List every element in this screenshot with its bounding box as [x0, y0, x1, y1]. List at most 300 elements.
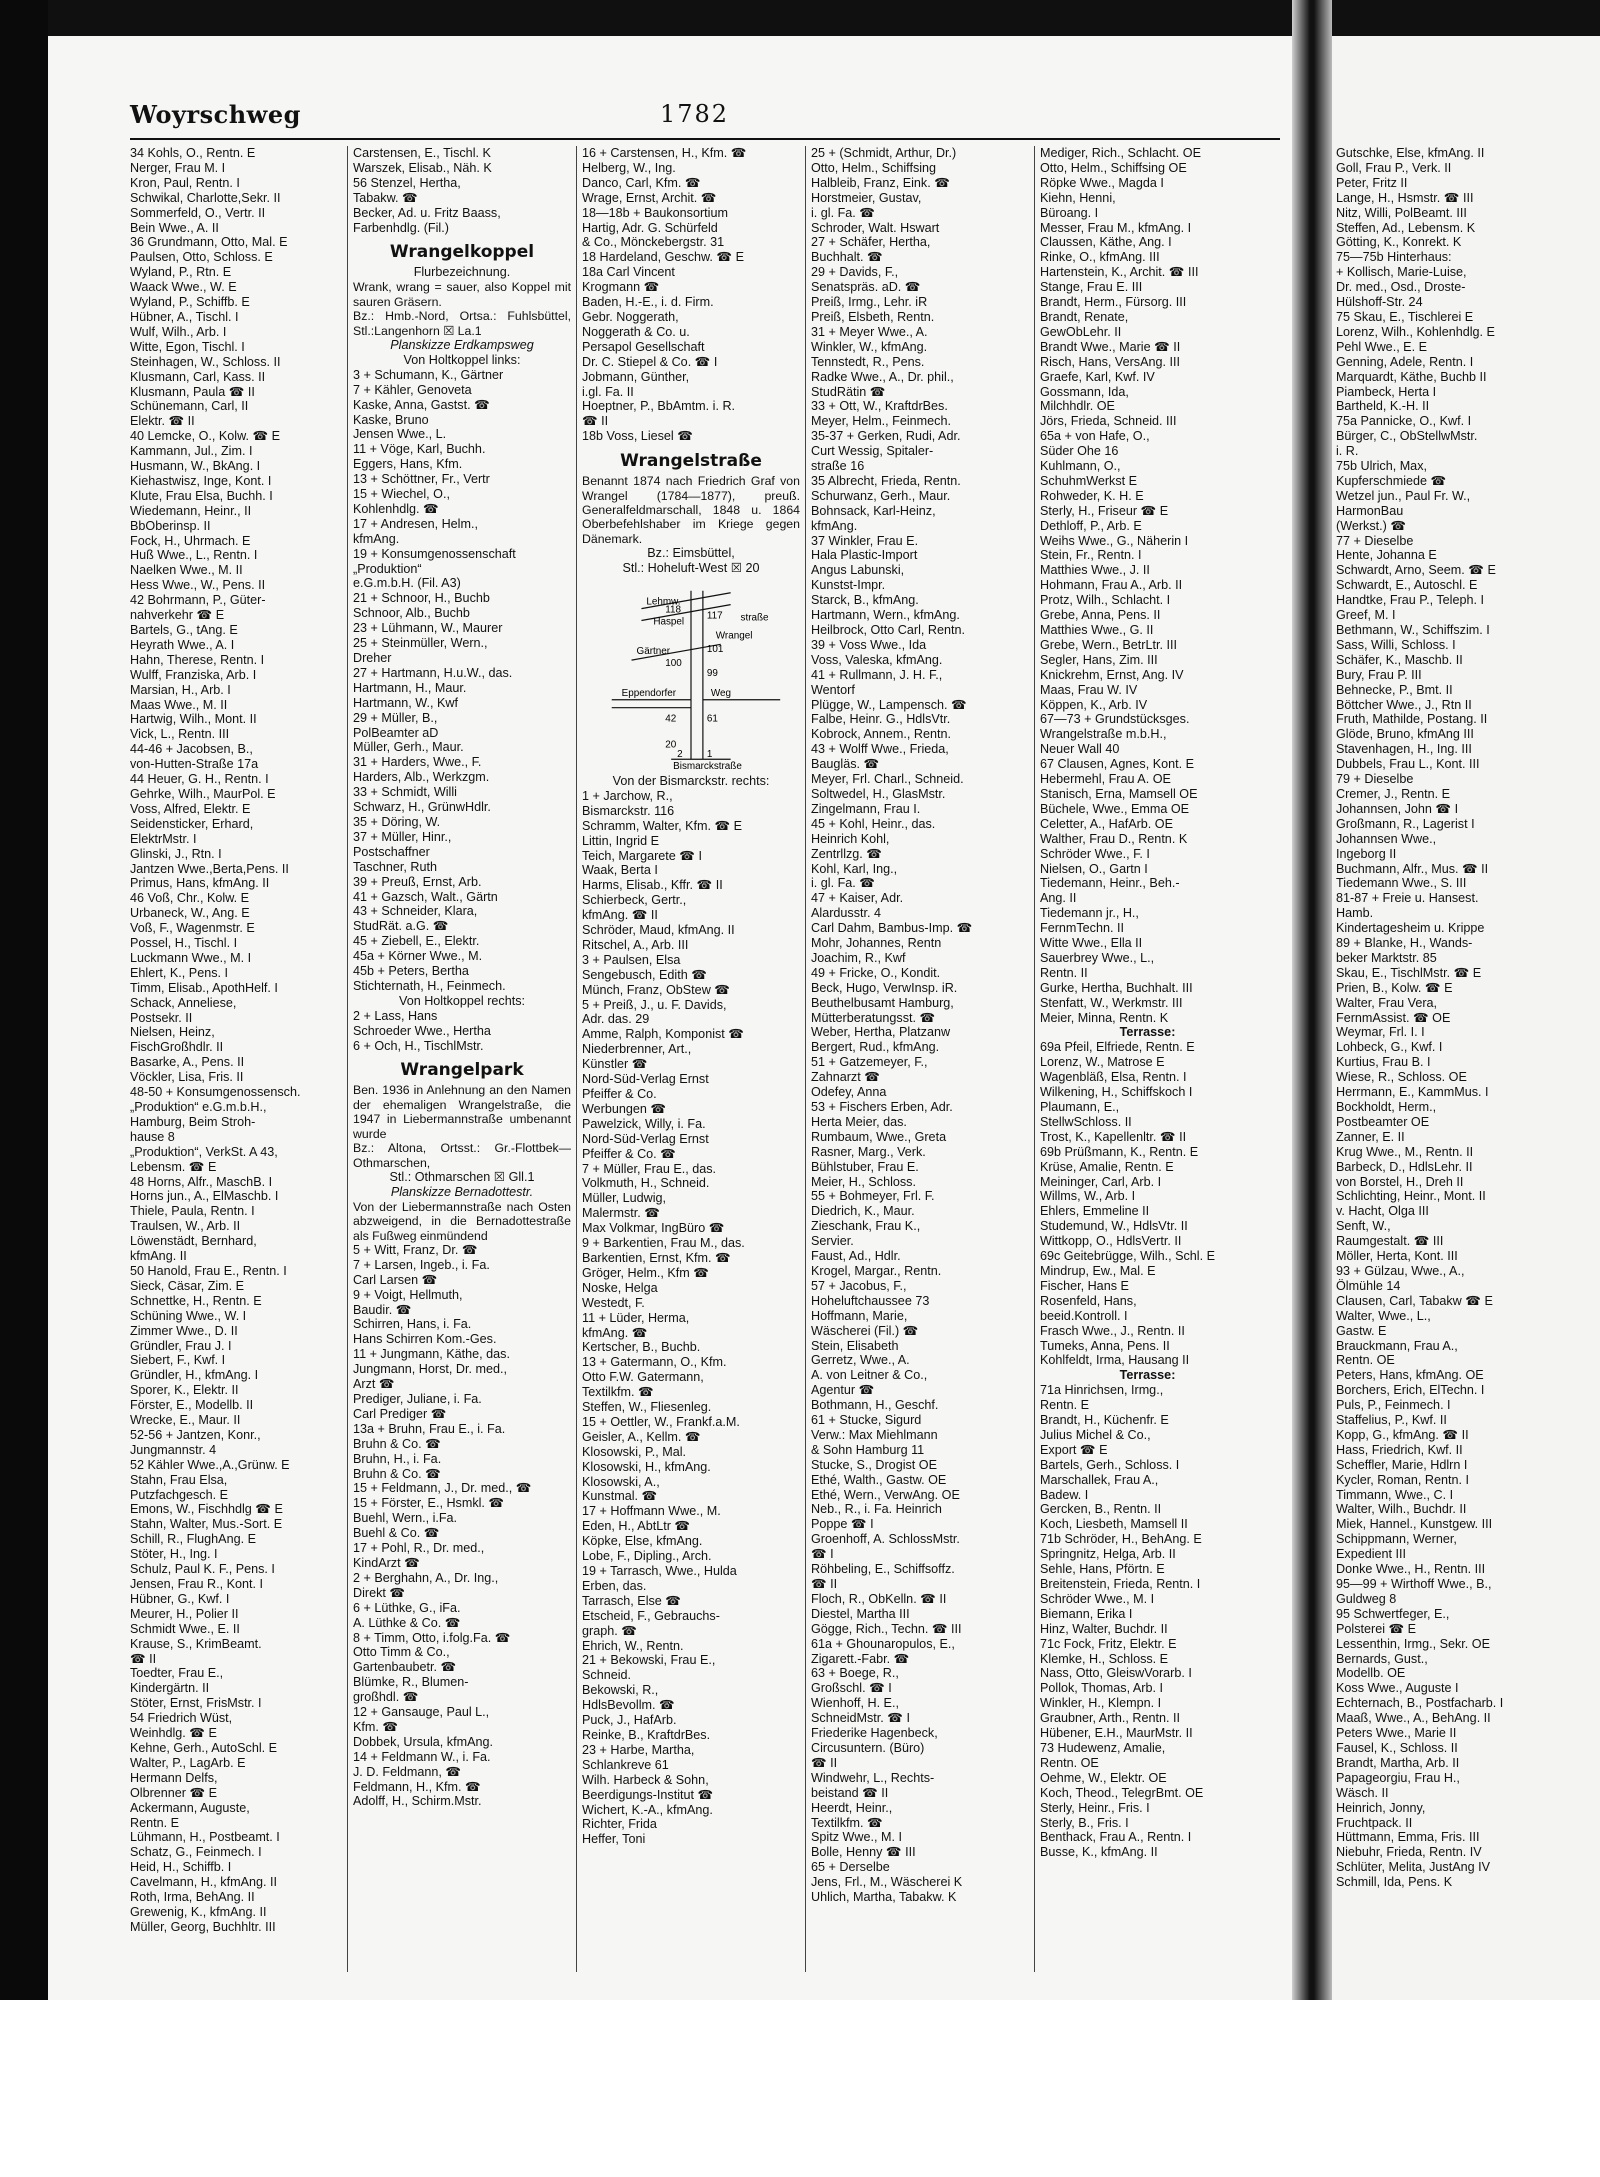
directory-entry: Schwardt, E., Autoschl. E: [1336, 578, 1478, 593]
directory-entry: Donke Wwe., H., Rentn. III: [1336, 1562, 1486, 1577]
column-divider: [805, 146, 806, 1972]
directory-entry: Scheffler, Marie, Hdlrn I: [1336, 1457, 1468, 1472]
directory-entry: 45a + Körner Wwe., M.: [353, 949, 483, 964]
directory-entry: Vick, L., Rentn. III: [130, 727, 230, 742]
directory-entry: Krause, S., KrimBeamt.: [130, 1636, 262, 1651]
directory-entry: Studemund, W., HdlsVtr. II: [1040, 1219, 1188, 1234]
map-street-label: Wrangel: [715, 630, 753, 642]
directory-entry: Malermstr. ☎: [582, 1206, 660, 1221]
directory-entry: 33 + Schmidt, Willi: [353, 785, 457, 800]
directory-entry: Dr. C. Stiepel & Co. ☎ I: [582, 354, 718, 369]
directory-entry: Basarke, A., Pens. II: [130, 1055, 245, 1070]
directory-entry: Wyland, P., Rtn. E: [130, 265, 232, 280]
map-house-number: 99: [706, 667, 718, 679]
directory-entry: 48 Horns, Alfr., MaschB. I: [130, 1174, 273, 1189]
directory-column-2: [353, 146, 571, 1809]
directory-entry: 67—73 + Grundstücksges.: [1040, 712, 1190, 727]
directory-entry: Elektr. ☎ II: [130, 414, 195, 429]
directory-entry: „Produktion“, VerkSt. A 43,: [130, 1144, 278, 1159]
directory-entry: Handtke, Frau P., Teleph. I: [1336, 593, 1484, 608]
book-gutter: [1292, 0, 1332, 2010]
directory-entry: Farbenhdlg. (Fil.): [353, 220, 449, 235]
directory-entry: Weymar, Frl. I. I: [1336, 1025, 1425, 1040]
directory-entry: Primus, Hans, kfmAng. II: [130, 876, 270, 891]
directory-entry: 53 + Fischers Erben, Adr.: [811, 1100, 953, 1114]
directory-entry: Brandt, Martha, Arb. II: [1336, 1755, 1460, 1770]
directory-entry: 5 + Witt, Franz, Dr. ☎: [353, 1242, 478, 1257]
map-house-number: 117: [706, 610, 723, 622]
directory-entry: 2 + Berghahn, A., Dr. Ing.,: [353, 1570, 499, 1585]
directory-entry: Walter, Wilh., Buchdr. II: [1336, 1502, 1467, 1517]
directory-entry: Schwikal, Charlotte,Sekr. II: [130, 190, 281, 205]
directory-entry: 41 + Gazsch, Walt., Gärtn: [353, 889, 498, 904]
directory-entry: Bismarckstr. 116: [582, 803, 675, 818]
directory-entry: 29 + Davids, F.,: [811, 265, 899, 280]
directory-entry: Wilkening, H., Schiffskoch I: [1040, 1085, 1193, 1100]
directory-entry: Eden, H., AbtLtr ☎: [582, 1519, 691, 1534]
directory-entry: Peters Wwe., Marie II: [1336, 1726, 1457, 1741]
directory-entry: 75a Pannicke, O., Kwf. I: [1336, 414, 1472, 429]
directory-entry: 8 + Timm, Otto, i.folg.Fa. ☎: [353, 1630, 511, 1645]
directory-entry: Neb., R., i. Fa. Heinrich: [811, 1502, 942, 1517]
directory-entry: Wiedemann, Heinr., II: [130, 503, 252, 518]
directory-entry: Diestel, Martha III: [811, 1606, 910, 1621]
directory-entry: beker Marktstr. 85: [1336, 950, 1437, 965]
directory-entry: SchneidMstr. ☎ I: [811, 1711, 910, 1726]
directory-entry: Schünemann, Carl, II: [130, 399, 249, 414]
directory-entry: Gastw. E: [1336, 1323, 1387, 1338]
street-heading: Wrangelkoppel: [389, 242, 535, 263]
directory-entry: Jensen, Frau R., Kont. I: [130, 1577, 263, 1591]
directory-entry: Koss Wwe., Auguste I: [1336, 1681, 1459, 1696]
directory-entry: Gögge, Rich., Techn. ☎ III: [811, 1621, 962, 1636]
directory-entry: Löwenstädt, Bernhard,: [130, 1234, 257, 1249]
directory-entry: i.gl. Fa. II: [582, 384, 634, 399]
running-head: Woyrschweg: [130, 100, 301, 129]
directory-entry: Greef, M. I: [1336, 608, 1396, 623]
directory-entry: Köpke, Else, kfmAng.: [582, 1534, 703, 1549]
directory-entry: 45b + Peters, Bertha: [353, 964, 469, 979]
directory-entry: 18b Voss, Liesel ☎: [582, 429, 693, 444]
directory-entry: Carstensen, E., Tischl. K: [353, 146, 491, 160]
directory-entry: Schmill, Ida, Pens. K: [1336, 1875, 1453, 1890]
directory-entry: 35-37 + Gerken, Rudi, Adr.: [811, 429, 961, 444]
directory-entry: Nord-Süd-Verlag Ernst: [582, 1131, 709, 1146]
directory-entry: Wrage, Ernst, Archit. ☎: [582, 190, 717, 205]
directory-entry: Weinhdlg. ☎ E: [130, 1726, 217, 1741]
directory-entry: Curt Wessig, Spitaler-: [811, 444, 934, 459]
directory-entry: Ehrich, W., Rentn.: [582, 1638, 684, 1653]
directory-entry: Carl Larsen ☎: [353, 1272, 438, 1287]
directory-entry: Lebensm. ☎ E: [130, 1159, 217, 1174]
directory-entry: 95—99 + Wirthoff Wwe., B.,: [1336, 1577, 1492, 1591]
directory-entry: 15 + Oettler, W., Frankf.a.M.: [582, 1414, 740, 1429]
directory-entry: Klosowski, P., Mal.: [582, 1444, 687, 1459]
directory-entry: Hoeptner, P., BbAmtm. i. R.: [582, 399, 736, 414]
directory-entry: Gartenbaubetr. ☎: [353, 1660, 457, 1675]
directory-entry: Floch, R., ObKelln. ☎ II: [811, 1591, 947, 1606]
directory-entry: Barkentien, Ernst, Kfm. ☎: [582, 1250, 731, 1265]
directory-entry: i. gl. Fa. ☎: [811, 205, 875, 220]
directory-entry: 34 Kohls, O., Rentn. E: [130, 146, 256, 160]
directory-entry: Pehl Wwe., E. E: [1336, 339, 1427, 354]
directory-entry: Messer, Frau M., kfmAng. I: [1040, 220, 1192, 235]
directory-entry: Frasch Wwe., J., Rentn. II: [1040, 1323, 1185, 1338]
directory-entry: Schatz, G., Feinmech. I: [130, 1845, 262, 1860]
directory-entry: Wilh. Harbeck & Sohn,: [582, 1772, 709, 1787]
directory-entry: Gercken, B., Rentn. II: [1040, 1502, 1162, 1517]
directory-entry: Jantzen Wwe.,Berta,Pens. II: [130, 861, 289, 876]
directory-entry: 71b Schröder, H., BehAng. E: [1040, 1532, 1202, 1547]
directory-entry: Graefe, Karl, Kwf. IV: [1040, 369, 1155, 384]
directory-entry: Bartels, G., tAng. E: [130, 623, 238, 637]
directory-entry: Zigarett.-Fabr. ☎: [811, 1651, 910, 1666]
directory-entry: PolBeamter aD: [353, 725, 439, 740]
directory-entry: Röhbeling, E., Schiffsoffz.: [811, 1562, 955, 1577]
header-rule: [130, 138, 1280, 140]
page-header: [130, 100, 1280, 134]
directory-entry: Bockholdt, Herm.,: [1336, 1100, 1437, 1114]
column-divider: [1034, 146, 1035, 1972]
directory-entry: von-Hutten-Straße 17a: [130, 757, 259, 772]
directory-entry: Timmann, Wwe., C. I: [1336, 1487, 1454, 1502]
directory-entry: Wulff, Franziska, Arb. I: [130, 667, 257, 682]
directory-entry: Hartenstein, K., Archit. ☎ III: [1040, 265, 1199, 280]
directory-entry: Sass, Willi, Schloss. I: [1336, 637, 1456, 652]
directory-entry: Grewenig, K., kfmAng. II: [130, 1904, 267, 1919]
directory-entry: Götting, K., Konrekt. K: [1336, 235, 1462, 250]
directory-entry: Otto, Helm., Schiffsing OE: [1040, 160, 1187, 175]
directory-entry: 13 + Schöttner, Fr., Vertr: [353, 472, 490, 487]
directory-entry: 18a Carl Vincent: [582, 265, 675, 280]
directory-entry: Wittkopp, O., HdlsVertr. II: [1040, 1234, 1182, 1249]
sketch-reference: Planskizze Erdkampsweg: [390, 337, 534, 352]
directory-entry: Danco, Carl, Kfm. ☎: [582, 175, 701, 190]
directory-entry: Raumgestalt. ☎ III: [1336, 1234, 1444, 1249]
directory-entry: 43 + Schneider, Klara,: [353, 904, 478, 919]
directory-entry: Herrmann, E., KammMus. I: [1336, 1085, 1489, 1100]
directory-entry: 3 + Paulsen, Elsa: [582, 952, 681, 967]
directory-entry: 17 + Andresen, Helm.,: [353, 516, 478, 531]
directory-entry: Hartmann, W., Kwf: [353, 695, 458, 710]
directory-entry: Matthies Wwe., G. II: [1040, 623, 1154, 637]
directory-entry: Teich, Margarete ☎ I: [582, 848, 702, 863]
directory-entry: 21 + Schnoor, H., Buchb: [353, 591, 490, 606]
directory-entry: kfmAng. ☎: [582, 1325, 648, 1340]
directory-entry: Büchele, Wwe., Emma OE: [1040, 801, 1190, 816]
directory-entry: Brandt, Herm., Fürsorg. III: [1040, 295, 1187, 310]
directory-entry: 15 + Förster, E., Hsmkl. ☎: [353, 1496, 505, 1511]
directory-entry: Echternach, B., Postfacharb. I: [1336, 1696, 1504, 1711]
directory-entry: Siebert, F., Kwf. I: [130, 1353, 226, 1368]
directory-entry: Maas Wwe., M. II: [130, 697, 228, 712]
directory-entry: 25 + (Schmidt, Arthur, Dr.): [811, 146, 957, 160]
directory-entry: Maaß, Wwe., A., BehAng. II: [1336, 1711, 1491, 1726]
directory-entry: Pawelzick, Willy, i. Fa.: [582, 1116, 706, 1131]
directory-entry: Gossmann, Ida,: [1040, 384, 1129, 399]
directory-entry: 2 + Lass, Hans: [353, 1008, 438, 1023]
directory-entry: Klusmann, Carl, Kass. II: [130, 369, 266, 384]
directory-entry: Puls, P., Feinmech. I: [1336, 1398, 1451, 1413]
map-house-number: 42: [665, 713, 677, 725]
directory-entry: graph. ☎: [582, 1623, 637, 1638]
directory-entry: Heyrath Wwe., A. I: [130, 637, 235, 652]
directory-entry: Meininger, Carl, Arb. I: [1040, 1174, 1162, 1189]
directory-entry: Schneid.: [582, 1668, 632, 1683]
directory-entry: 71c Fock, Fritz, Elektr. E: [1040, 1636, 1177, 1651]
directory-entry: StudRätin ☎: [811, 384, 886, 399]
directory-entry: Schierbeck, Gertr.,: [582, 893, 687, 908]
directory-entry: 19 + Tarrasch, Wwe., Hulda: [582, 1564, 737, 1578]
directory-entry: Ingeborg II: [1336, 846, 1397, 861]
directory-entry: 11 + Lüder, Herma,: [582, 1310, 690, 1325]
directory-entry: Heinrich Kohl,: [811, 831, 890, 846]
directory-entry: Putzfachgesch. E: [130, 1487, 229, 1502]
directory-entry: Plügge, W., Lampensch. ☎: [811, 697, 967, 712]
directory-entry: 37 + Müller, Hinr.,: [353, 829, 452, 844]
directory-entry: Horstmeier, Gustav,: [811, 190, 922, 205]
directory-entry: Witte, Egon, Tischl. I: [130, 339, 245, 354]
directory-entry: von Borstel, H., Dreh II: [1336, 1174, 1464, 1189]
directory-entry: Schroeder Wwe., Hertha: [353, 1023, 491, 1038]
directory-entry: Geisler, A., Kellm. ☎: [582, 1429, 701, 1444]
directory-entry: 61a + Ghounaropulos, E.,: [811, 1636, 955, 1651]
directory-entry: Horns jun., A., ElMaschb. I: [130, 1189, 279, 1204]
directory-entry: 73 Hudewenz, Amalie,: [1040, 1740, 1166, 1755]
directory-entry: Fruchtpack. II: [1336, 1815, 1413, 1830]
directory-entry: Faust, Ad., Hdlr.: [811, 1249, 901, 1264]
directory-entry: Nass, Otto, GleiswVorarb. I: [1040, 1666, 1192, 1681]
directory-entry: Sterly, Heinr., Fris. I: [1040, 1800, 1150, 1815]
directory-entry: Peter, Fritz II: [1336, 175, 1408, 190]
directory-entry: 21 + Bekowski, Frau E.,: [582, 1653, 716, 1668]
directory-entry: e.G.m.b.H. (Fil. A3): [353, 576, 461, 591]
directory-entry: 45 + Kohl, Heinr., das.: [811, 816, 936, 831]
directory-entry: Ehlert, K., Pens. I: [130, 965, 228, 980]
directory-entry: Kurtius, Frau B. I: [1336, 1055, 1431, 1070]
directory-entry: Marschallek, Frau A.,: [1040, 1472, 1159, 1487]
directory-entry: & Co., Mönckebergstr. 31: [582, 235, 725, 250]
directory-entry: Lobe, F., Dipling., Arch.: [582, 1549, 712, 1564]
directory-entry: Niebuhr, Frieda, Rentn. IV: [1336, 1845, 1482, 1860]
directory-entry: Voss, Alfred, Elektr. E: [130, 801, 251, 816]
directory-entry: Bürger, C., ObStellwMstr.: [1336, 429, 1478, 444]
directory-entry: Rentn. E: [130, 1815, 180, 1830]
directory-entry: 7 + Müller, Frau E., das.: [582, 1161, 717, 1176]
directory-entry: Tiedemann Wwe., S. III: [1336, 876, 1467, 891]
directory-entry: Harders, Alb., Werkzgm.: [353, 770, 490, 785]
directory-entry: Richter, Frida: [582, 1817, 657, 1832]
directory-entry: Bühlstuber, Frau E.: [811, 1159, 919, 1174]
directory-entry: Papageorgiu, Frau H.,: [1336, 1770, 1460, 1785]
directory-entry: Jobmann, Günther,: [582, 369, 690, 384]
directory-entry: Protz, Wilh., Schlacht. I: [1040, 593, 1171, 608]
directory-entry: Heerdt, Heinr.,: [811, 1800, 893, 1815]
directory-entry: Odefey, Anna: [811, 1085, 887, 1100]
directory-entry: Bernards, Gust.,: [1336, 1651, 1428, 1666]
directory-entry: Sehle, Hans, Pförtn. E: [1040, 1562, 1165, 1577]
directory-entry: 69c Geitebrügge, Wilh., Schl. E: [1040, 1249, 1215, 1264]
directory-entry: Traulsen, W., Arb. II: [130, 1219, 241, 1234]
directory-entry: Circusuntern. (Büro): [811, 1740, 925, 1755]
directory-entry: 3 + Schumann, K., Gärtner: [353, 367, 504, 382]
directory-entry: 7 + Kähler, Genoveta: [353, 382, 472, 397]
directory-entry: Tarrasch, Else ☎: [582, 1593, 681, 1608]
directory-entry: Clausen, Carl, Tabakw ☎ E: [1336, 1293, 1493, 1308]
directory-entry: Textilkfm. ☎: [811, 1815, 883, 1830]
directory-entry: 11 + Vöge, Karl, Buchh.: [353, 442, 486, 457]
directory-entry: Peters, Hans, kfmAng. OE: [1336, 1368, 1484, 1383]
directory-entry: 57 + Jacobus, F.,: [811, 1278, 907, 1293]
directory-entry: Hülshoff-Str. 24: [1336, 295, 1423, 310]
scan-border-left: [0, 0, 48, 2177]
directory-entry: Schröder Wwe., F. I: [1040, 846, 1150, 861]
directory-entry: Meurer, H., Polier II: [130, 1606, 239, 1621]
directory-entry: Arzt ☎: [353, 1377, 395, 1392]
scan-border-top: [0, 0, 1600, 36]
directory-entry: Toedter, Frau E.,: [130, 1666, 224, 1681]
directory-entry: Fruth, Mathilde, Postang. II: [1336, 712, 1488, 727]
directory-entry: Jörs, Frieda, Schneid. III: [1040, 414, 1177, 429]
directory-entry: 42 Bohrmann, P., Güter-: [130, 593, 266, 608]
directory-entry: Kunstmal. ☎: [582, 1489, 658, 1504]
directory-entry: Wetzel jun., Paul Fr. W.,: [1336, 488, 1471, 503]
directory-entry: Bohnsack, Karl-Heinz,: [811, 503, 936, 518]
directory-entry: Carl Prediger ☎: [353, 1406, 447, 1421]
directory-entry: Otto, Helm., Schiffsing: [811, 160, 937, 175]
directory-entry: 43 + Wolff Wwe., Frieda,: [811, 742, 949, 757]
directory-entry: Bartels, Gerh., Schloss. I: [1040, 1457, 1180, 1472]
map-house-number: 118: [665, 604, 682, 616]
directory-entry: Rentn. E: [1040, 1398, 1090, 1413]
directory-entry: 47 + Kaiser, Adr.: [811, 891, 904, 906]
directory-entry: Dr. med., Osd., Droste-: [1336, 280, 1466, 295]
directory-entry: Kron, Paul, Rentn. I: [130, 175, 240, 190]
directory-entry: Schramm, Walter, Kfm. ☎ E: [582, 818, 743, 833]
directory-entry: Schlüter, Melita, JustAng IV: [1336, 1860, 1490, 1875]
directory-entry: (Werkst.) ☎: [1336, 518, 1407, 533]
directory-entry: Alardusstr. 4: [811, 906, 881, 921]
directory-entry: Kohlfeldt, Irma, Hausang II: [1040, 1353, 1190, 1368]
directory-entry: Zanner, E. II: [1336, 1129, 1405, 1144]
directory-entry: Wienhoff, H. E.,: [811, 1696, 899, 1711]
street-description: Wrank, wrang = sauer, also Koppel mit sauren Gräsern.: [353, 280, 571, 309]
directory-entry: Krüse, Amalie, Rentn. E: [1040, 1159, 1174, 1174]
section-note: Stl.: Hoheluft-West ☒ 20: [622, 561, 760, 576]
directory-entry: Bethmann, W., Schiffszim. I: [1336, 623, 1490, 637]
directory-entry: Klusmann, Paula ☎ II: [130, 384, 255, 399]
directory-entry: Schnettke, H., Rentn. E: [130, 1293, 262, 1308]
directory-entry: Klosowski, H., kfmAng.: [582, 1459, 711, 1474]
directory-entry: 54 Friedrich Wüst,: [130, 1711, 233, 1726]
directory-entry: Ölmühle 14: [1336, 1278, 1401, 1293]
directory-entry: Lorenz, Wilh., Kohlenhdlg. E: [1336, 324, 1495, 339]
directory-entry: Jens, Frl., M., Wäscherei K: [811, 1875, 963, 1890]
directory-entry: Wichert, K.-A., kfmAng.: [582, 1802, 713, 1817]
directory-entry: Waak, Berta I: [582, 863, 658, 878]
directory-entry: Meyer, Helm., Feinmech.: [811, 414, 951, 429]
directory-entry: FernmAssist. ☎ OE: [1336, 1010, 1451, 1025]
directory-entry: „Produktion“: [353, 561, 422, 576]
directory-entry: Postsekr. II: [130, 1010, 193, 1025]
directory-entry: Groenhoff, A. SchlossMstr.: [811, 1532, 960, 1547]
directory-entry: Jungmannstr. 4: [130, 1442, 217, 1457]
directory-entry: Münch, Franz, ObStew ☎: [582, 982, 730, 997]
directory-entry: Schüning Wwe., W. I: [130, 1308, 247, 1323]
directory-entry: 35 + Döring, W.: [353, 814, 441, 829]
directory-entry: ☎ II: [130, 1651, 157, 1666]
sketch-reference: Planskizze Bernadottestr.: [390, 1184, 534, 1199]
directory-entry: Schippmann, Werner,: [1336, 1532, 1457, 1547]
directory-entry: Schröder, Maud, kfmAng. II: [582, 923, 735, 938]
directory-entry: Steffen, W., Fliesenleg.: [582, 1400, 712, 1415]
directory-entry: 69b Prüßmann, K., Rentn. E: [1040, 1144, 1199, 1159]
directory-entry: Bothmann, H., Geschf.: [811, 1398, 939, 1413]
directory-entry: Kertscher, B., Buchb.: [582, 1340, 701, 1355]
directory-entry: A. von Leitner & Co.,: [811, 1368, 928, 1383]
directory-entry: Carl Dahm, Bambus-Imp. ☎: [811, 921, 973, 936]
directory-entry: Meyer, Frl. Charl., Schneid.: [811, 772, 964, 787]
directory-entry: Rohweder, K. H. E: [1040, 488, 1144, 503]
directory-entry: Gurke, Hertha, Buchhalt. III: [1040, 980, 1193, 995]
directory-entry: Senft, W.,: [1336, 1219, 1391, 1234]
directory-entry: Brandt, H., Küchenfr. E: [1040, 1413, 1169, 1428]
directory-entry: Direkt ☎: [353, 1585, 406, 1600]
directory-entry: Angus Labunski,: [811, 563, 905, 578]
directory-entry: Prediger, Juliane, i. Fa.: [353, 1392, 482, 1406]
directory-entry: Fausel, K., Schloss. II: [1336, 1740, 1458, 1755]
directory-entry: Erben, das.: [582, 1578, 647, 1593]
directory-entry: Guldweg 8: [1336, 1591, 1397, 1606]
directory-entry: Hoffmann, Marie,: [811, 1308, 908, 1323]
directory-entry: 36 Grundmann, Otto, Mal. E: [130, 235, 288, 250]
directory-entry: „Produktion“ e.G.m.b.H.,: [130, 1100, 267, 1114]
directory-entry: Zentrllzg. ☎: [811, 846, 882, 861]
directory-entry: Hoheluftchaussee 73: [811, 1293, 930, 1308]
directory-entry: kfmAng.: [811, 518, 858, 533]
directory-entry: Bartheld, K.-H. II: [1336, 399, 1430, 414]
street-description: Bz.: Altona, Ortsst.: Gr.-Flottbek—Othmarschen,: [353, 1141, 571, 1170]
directory-entry: 55 + Bohmeyer, Frl. F.: [811, 1189, 935, 1204]
directory-entry: 31 + Harders, Wwe., F.: [353, 755, 482, 770]
directory-entry: Buehl & Co. ☎: [353, 1526, 440, 1541]
directory-entry: Klemke, H., Schloss. E: [1040, 1651, 1169, 1666]
directory-entry: Gröger, Helm., Kfm ☎: [582, 1265, 709, 1280]
directory-entry: Knickrehm, Ernst, Ang. IV: [1040, 667, 1184, 682]
directory-entry: Fock, H., Uhrmach. E: [130, 533, 251, 548]
directory-entry: Matthies Wwe., J. II: [1040, 563, 1150, 578]
directory-entry: Ackermann, Auguste,: [130, 1800, 250, 1815]
directory-entry: Friederike Hagenbeck,: [811, 1726, 938, 1741]
directory-entry: Westedt, F.: [582, 1295, 645, 1310]
directory-entry: Ethé, Walth., Gastw. OE: [811, 1472, 947, 1487]
directory-entry: 61 + Stucke, Sigurd: [811, 1413, 922, 1428]
directory-entry: Rasner, Marg., Verk.: [811, 1144, 926, 1159]
directory-entry: 17 + Pohl, R., Dr. med.,: [353, 1541, 485, 1556]
directory-entry: 33 + Ott, W., KraftdrBes.: [811, 399, 948, 414]
directory-entry: Kiehn, Henni,: [1040, 190, 1116, 205]
directory-entry: Sauerbrey Wwe., L.,: [1040, 950, 1155, 965]
directory-entry: Hartmann, Wern., kfmAng.: [811, 608, 960, 623]
directory-entry: Borchers, Erich, ElTechn. I: [1336, 1383, 1485, 1398]
map-house-number: 61: [706, 713, 718, 725]
directory-entry: 77 + Dieselbe: [1336, 533, 1414, 548]
directory-entry: Schäfer, K., Maschb. II: [1336, 652, 1463, 667]
directory-entry: Wagenbläß, Elsa, Rentn. I: [1040, 1070, 1187, 1085]
directory-entry: SchuhmWerkst E: [1040, 473, 1138, 488]
street-map: [582, 580, 800, 770]
directory-entry: Cremer, J., Rentn. E: [1336, 786, 1451, 801]
